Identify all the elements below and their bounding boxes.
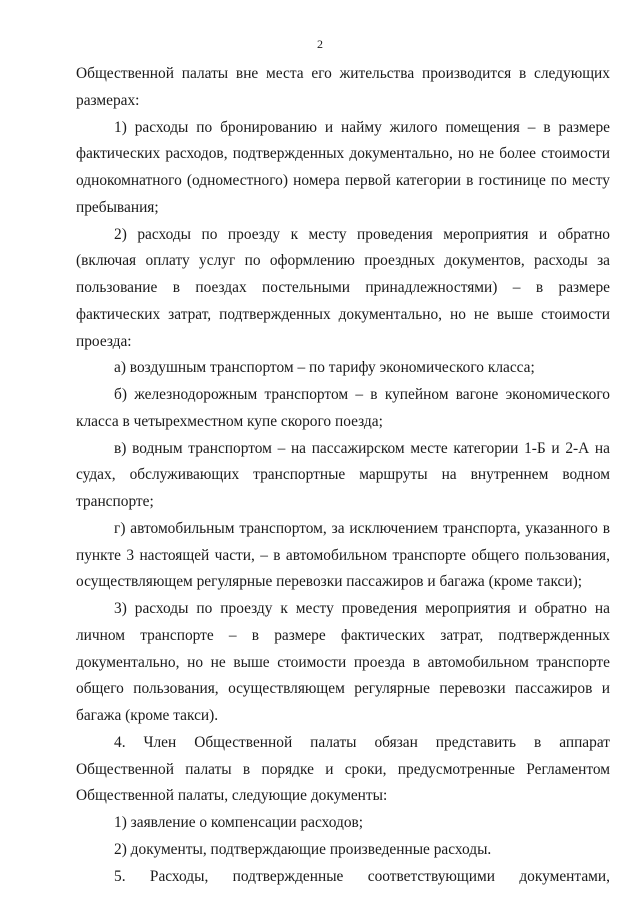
paragraph-item-1-accommodation: 1) расходы по бронированию и найму жилого помещения – в размере фактических расходов, подтвержденных документально, но не более стоимости однокомнатного (одноместного) номера первой категории в гостинице по месту пребывания;	[76, 118, 610, 216]
paragraph-doc-item-2: 2) документы, подтверждающие произведенные расходы.	[114, 840, 492, 858]
paragraph-item-2-travel: 2) расходы по проезду к месту проведения мероприятия и обратно (включая оплату услуг по оформлению проездных документов, расходы за пользование в поездах постельными принадлежностями) – в размере фактических затрат, подтвержденных документально, но не выше стоимости проезда:	[76, 225, 610, 350]
paragraph-doc-item-1: 1) заявление о компенсации расходов;	[114, 814, 364, 831]
paragraph-item-v-water: в) водным транспортом – на пассажирском месте категории 1-Б и 2-А на судах, обслуживающих транспортные маршруты на внутреннем водном транспорте;	[76, 439, 610, 510]
document-body	[76, 61, 610, 890]
page-number: 2	[317, 37, 323, 51]
paragraph-item-b-rail: б) железнодорожным транспортом – в купейном вагоне экономического класса в четырехместном купе скорого поезда;	[76, 386, 610, 430]
paragraph-item-a-air: а) воздушным транспортом – по тарифу экономического класса;	[114, 359, 535, 377]
paragraph-section-5: 5. Расходы, подтвержденные соответствующими документами,	[114, 867, 610, 885]
paragraph-item-3-personal-transport: 3) расходы по проезду к месту проведения мероприятия и обратно на личном транспорте – в размере фактических затрат, подтвержденных документально, но не выше стоимости проезда в автомобильном транспорте общего пользования, осуществляющем регулярные перевозки пассажиров и багажа (кроме такси).	[76, 600, 610, 724]
paragraph-intro-continuation: Общественной палаты вне места его жительства производится в следующих размерах:	[76, 65, 610, 109]
paragraph-section-4: 4. Член Общественной палаты обязан представить в аппарат Общественной палаты в порядке и сроки, предусмотренные Регламентом Общественной палаты, следующие документы:	[76, 733, 610, 805]
paragraph-item-g-road: г) автомобильным транспортом, за исключением транспорта, указанного в пункте 3 настоящей части, – в автомобильном транспорте общего пользования, осуществляющем регулярные перевозки пассажиров и багажа (кроме такси);	[76, 519, 610, 591]
